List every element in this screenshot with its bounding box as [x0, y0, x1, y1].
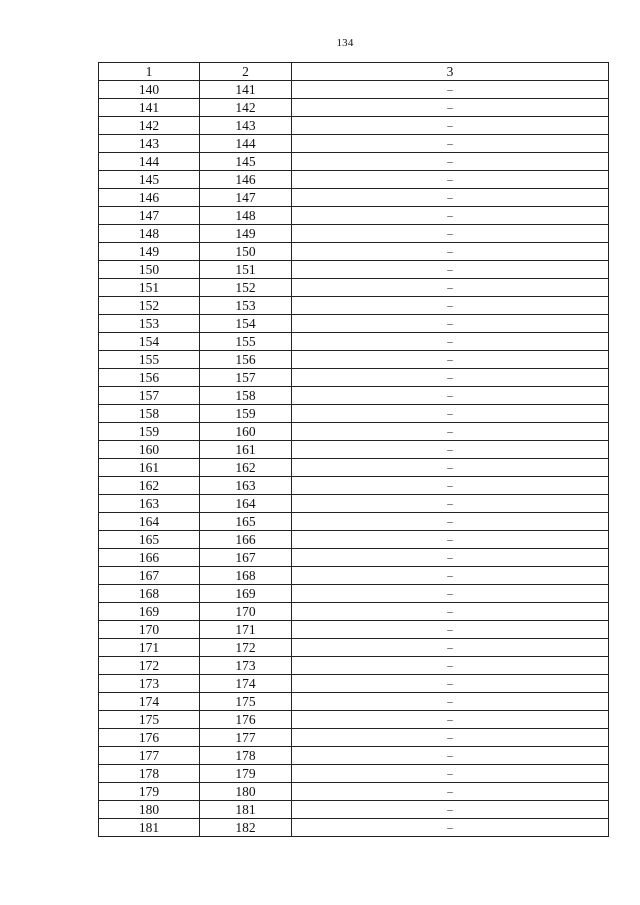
- cell-col-3: –: [292, 261, 609, 279]
- cell-col-1: 161: [99, 459, 200, 477]
- cell-col-2: 149: [200, 225, 292, 243]
- cell-col-1: 170: [99, 621, 200, 639]
- table-row: [99, 135, 609, 153]
- cell-col-2: 158: [200, 387, 292, 405]
- table-row: [99, 819, 609, 837]
- cell-col-3: –: [292, 657, 609, 675]
- cell-col-2: 155: [200, 333, 292, 351]
- table-row: [99, 99, 609, 117]
- cell-col-2: 168: [200, 567, 292, 585]
- cell-col-1: 157: [99, 387, 200, 405]
- cell-col-1: 177: [99, 747, 200, 765]
- cell-col-1: 140: [99, 81, 200, 99]
- cell-col-1: 162: [99, 477, 200, 495]
- table-body: [99, 81, 609, 837]
- cell-col-2: 182: [200, 819, 292, 837]
- cell-col-3: –: [292, 153, 609, 171]
- table-row: [99, 333, 609, 351]
- cell-col-2: 169: [200, 585, 292, 603]
- cell-col-1: 158: [99, 405, 200, 423]
- cell-col-2: 141: [200, 81, 292, 99]
- table-row: [99, 729, 609, 747]
- cell-col-1: 150: [99, 261, 200, 279]
- cell-col-2: 145: [200, 153, 292, 171]
- cell-col-1: 149: [99, 243, 200, 261]
- table-row: [99, 693, 609, 711]
- cell-col-3: –: [292, 549, 609, 567]
- cell-col-3: –: [292, 405, 609, 423]
- cell-col-1: 173: [99, 675, 200, 693]
- table-row: [99, 639, 609, 657]
- cell-col-1: 142: [99, 117, 200, 135]
- cell-col-1: 180: [99, 801, 200, 819]
- cell-col-2: 151: [200, 261, 292, 279]
- cell-col-1: 175: [99, 711, 200, 729]
- cell-col-1: 181: [99, 819, 200, 837]
- cell-col-3: –: [292, 189, 609, 207]
- column-header-1: 1: [99, 63, 200, 81]
- cell-col-2: 179: [200, 765, 292, 783]
- table-row: [99, 189, 609, 207]
- data-table: [98, 62, 609, 837]
- cell-col-3: –: [292, 225, 609, 243]
- cell-col-2: 174: [200, 675, 292, 693]
- cell-col-3: –: [292, 783, 609, 801]
- table-row: [99, 801, 609, 819]
- page-number: 134: [336, 37, 354, 49]
- cell-col-2: 165: [200, 513, 292, 531]
- cell-col-1: 178: [99, 765, 200, 783]
- table-row: [99, 495, 609, 513]
- cell-col-3: –: [292, 567, 609, 585]
- table-row: [99, 621, 609, 639]
- cell-col-3: –: [292, 171, 609, 189]
- cell-col-2: 144: [200, 135, 292, 153]
- cell-col-3: –: [292, 495, 609, 513]
- cell-col-1: 174: [99, 693, 200, 711]
- cell-col-2: 167: [200, 549, 292, 567]
- table-row: [99, 351, 609, 369]
- cell-col-1: 154: [99, 333, 200, 351]
- table-row: [99, 603, 609, 621]
- cell-col-1: 147: [99, 207, 200, 225]
- cell-col-2: 161: [200, 441, 292, 459]
- cell-col-1: 144: [99, 153, 200, 171]
- cell-col-1: 151: [99, 279, 200, 297]
- cell-col-3: –: [292, 801, 609, 819]
- table-row: [99, 81, 609, 99]
- cell-col-3: –: [292, 819, 609, 837]
- cell-col-1: 164: [99, 513, 200, 531]
- table-row: [99, 675, 609, 693]
- cell-col-2: 148: [200, 207, 292, 225]
- table-row: [99, 279, 609, 297]
- cell-col-3: –: [292, 459, 609, 477]
- cell-col-1: 179: [99, 783, 200, 801]
- cell-col-2: 163: [200, 477, 292, 495]
- cell-col-2: 166: [200, 531, 292, 549]
- cell-col-3: –: [292, 117, 609, 135]
- cell-col-3: –: [292, 675, 609, 693]
- table-row: [99, 225, 609, 243]
- cell-col-3: –: [292, 531, 609, 549]
- cell-col-2: 162: [200, 459, 292, 477]
- cell-col-3: –: [292, 477, 609, 495]
- cell-col-2: 177: [200, 729, 292, 747]
- table-row: [99, 585, 609, 603]
- table-row: [99, 459, 609, 477]
- cell-col-2: 175: [200, 693, 292, 711]
- table-row: [99, 567, 609, 585]
- cell-col-1: 163: [99, 495, 200, 513]
- cell-col-3: –: [292, 297, 609, 315]
- table-row: [99, 405, 609, 423]
- table-row: [99, 765, 609, 783]
- cell-col-1: 165: [99, 531, 200, 549]
- cell-col-2: 147: [200, 189, 292, 207]
- cell-col-1: 153: [99, 315, 200, 333]
- cell-col-2: 143: [200, 117, 292, 135]
- cell-col-2: 171: [200, 621, 292, 639]
- cell-col-2: 181: [200, 801, 292, 819]
- cell-col-2: 164: [200, 495, 292, 513]
- cell-col-3: –: [292, 81, 609, 99]
- cell-col-2: 152: [200, 279, 292, 297]
- cell-col-3: –: [292, 639, 609, 657]
- cell-col-2: 156: [200, 351, 292, 369]
- cell-col-1: 141: [99, 99, 200, 117]
- table-row: [99, 783, 609, 801]
- table-row: [99, 423, 609, 441]
- cell-col-3: –: [292, 351, 609, 369]
- cell-col-1: 171: [99, 639, 200, 657]
- cell-col-3: –: [292, 315, 609, 333]
- cell-col-3: –: [292, 441, 609, 459]
- cell-col-3: –: [292, 207, 609, 225]
- cell-col-1: 155: [99, 351, 200, 369]
- cell-col-3: –: [292, 333, 609, 351]
- cell-col-1: 160: [99, 441, 200, 459]
- cell-col-1: 145: [99, 171, 200, 189]
- table-row: [99, 387, 609, 405]
- cell-col-2: 142: [200, 99, 292, 117]
- header-row: [99, 63, 609, 81]
- cell-col-1: 159: [99, 423, 200, 441]
- cell-col-2: 172: [200, 639, 292, 657]
- cell-col-1: 152: [99, 297, 200, 315]
- table-row: [99, 477, 609, 495]
- table-row: [99, 171, 609, 189]
- cell-col-3: –: [292, 423, 609, 441]
- cell-col-3: –: [292, 99, 609, 117]
- cell-col-1: 169: [99, 603, 200, 621]
- cell-col-3: –: [292, 135, 609, 153]
- cell-col-3: –: [292, 747, 609, 765]
- cell-col-2: 180: [200, 783, 292, 801]
- column-header-3: 3: [292, 63, 609, 81]
- cell-col-2: 146: [200, 171, 292, 189]
- cell-col-2: 170: [200, 603, 292, 621]
- cell-col-1: 167: [99, 567, 200, 585]
- cell-col-1: 168: [99, 585, 200, 603]
- cell-col-3: –: [292, 603, 609, 621]
- table-row: [99, 513, 609, 531]
- cell-col-3: –: [292, 729, 609, 747]
- table-row: [99, 441, 609, 459]
- cell-col-3: –: [292, 369, 609, 387]
- table-row: [99, 747, 609, 765]
- table-row: [99, 153, 609, 171]
- cell-col-2: 176: [200, 711, 292, 729]
- cell-col-3: –: [292, 243, 609, 261]
- cell-col-1: 156: [99, 369, 200, 387]
- cell-col-1: 143: [99, 135, 200, 153]
- cell-col-1: 172: [99, 657, 200, 675]
- column-header-2: 2: [200, 63, 292, 81]
- table-row: [99, 297, 609, 315]
- cell-col-2: 150: [200, 243, 292, 261]
- table-row: [99, 315, 609, 333]
- cell-col-3: –: [292, 513, 609, 531]
- cell-col-2: 178: [200, 747, 292, 765]
- table-row: [99, 657, 609, 675]
- table-row: [99, 549, 609, 567]
- table-row: [99, 207, 609, 225]
- table-header: [99, 63, 609, 81]
- cell-col-1: 176: [99, 729, 200, 747]
- cell-col-1: 146: [99, 189, 200, 207]
- table-row: [99, 261, 609, 279]
- table-row: [99, 369, 609, 387]
- cell-col-3: –: [292, 765, 609, 783]
- table-row: [99, 117, 609, 135]
- cell-col-2: 157: [200, 369, 292, 387]
- cell-col-2: 173: [200, 657, 292, 675]
- cell-col-3: –: [292, 585, 609, 603]
- cell-col-2: 154: [200, 315, 292, 333]
- cell-col-3: –: [292, 711, 609, 729]
- cell-col-3: –: [292, 387, 609, 405]
- cell-col-3: –: [292, 693, 609, 711]
- cell-col-2: 159: [200, 405, 292, 423]
- cell-col-3: –: [292, 621, 609, 639]
- table-row: [99, 243, 609, 261]
- cell-col-2: 153: [200, 297, 292, 315]
- table-row: [99, 711, 609, 729]
- cell-col-3: –: [292, 279, 609, 297]
- cell-col-1: 166: [99, 549, 200, 567]
- table-row: [99, 531, 609, 549]
- cell-col-1: 148: [99, 225, 200, 243]
- cell-col-2: 160: [200, 423, 292, 441]
